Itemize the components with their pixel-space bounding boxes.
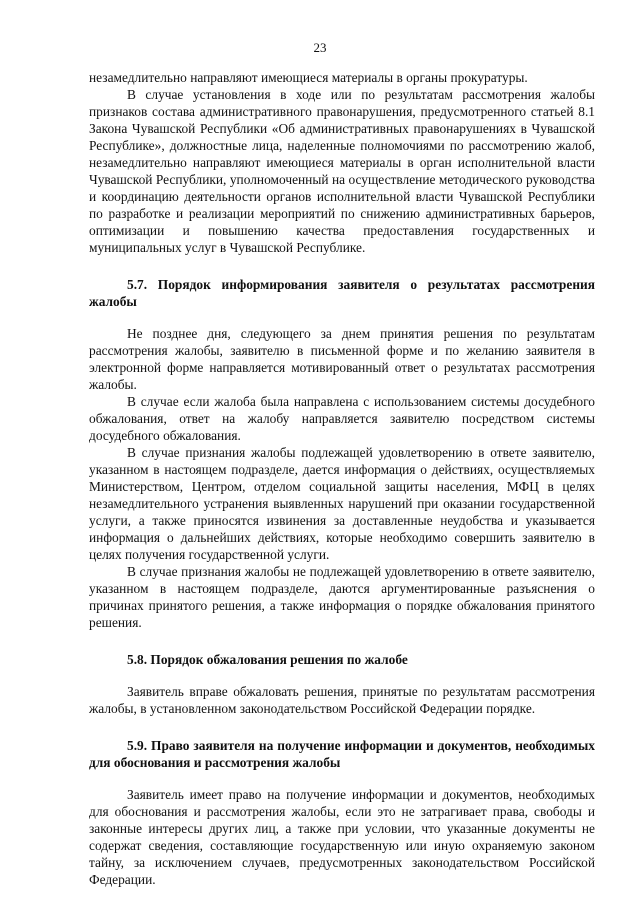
section-heading-5-7: 5.7. Порядок информирования заявителя о результатах рассмотрения жалобы bbox=[89, 277, 595, 309]
paragraph-pretrial-system: В случае если жалоба была направлена с использованием системы досудебного обжалования, ответ на жалобу направляется заявителю посредством системы досудебного обжалования. bbox=[89, 394, 595, 443]
page-number: 23 bbox=[313, 40, 327, 55]
paragraph-continuation: незамедлительно направляют имеющиеся материалы в органы прокуратуры. bbox=[89, 70, 528, 85]
document-body bbox=[89, 69, 595, 888]
paragraph-complaint-rejected: В случае признания жалобы не подлежащей удовлетворению в ответе заявителю, указанном в настоящем подразделе, даются аргументированные разъяснения о причинах принятого решения, а также информация о порядке обжалования принятого решения. bbox=[89, 564, 595, 630]
paragraph-response-deadline: Не позднее дня, следующего за днем принятия решения по результатам рассмотрения жалобы, заявителю в письменной форме и по желанию заявителя в электронной форме направляется мотивированный ответ о результатах рассмотрения жалобы. bbox=[89, 326, 595, 392]
paragraph-administrative-offense: В случае установления в ходе или по результатам рассмотрения жалобы признаков состава административного правонарушения, предусмотренного статьей 8.1 Закона Чувашской Республики «Об административных правонарушениях в Чувашской Республике», должностные лица, наделенные полномочиями по рассмотрению жалоб, незамедлительно направляют имеющиеся материалы в орган исполнительной власти Чувашской Республики, уполномоченный на осуществление методического руководства и координацию деятельности органов исполнительной власти Чувашской Республики по разработке и реализации мероприятий по снижению административных барьеров, оптимизации и повышению качества предоставления государственных и муниципальных услуг в Чувашской Республике. bbox=[89, 87, 595, 255]
section-heading-5-8: 5.8. Порядок обжалования решения по жалобе bbox=[127, 652, 408, 667]
section-heading-5-9: 5.9. Право заявителя на получение информации и документов, необходимых для обоснования и рассмотрения жалобы bbox=[89, 738, 595, 770]
paragraph-information-right: Заявитель имеет право на получение информации и документов, необходимых для обоснования и рассмотрения жалобы, если это не затрагивает права, свободы и законные интересы других лиц, а также при условии, что указанные документы не содержат сведения, составляющие государственную или иную охраняемую законом тайну, за исключением случаев, предусмотренных законодательством Российской Федерации. bbox=[89, 787, 595, 887]
paragraph-complaint-satisfied: В случае признания жалобы подлежащей удовлетворению в ответе заявителю, указанном в настоящем подразделе, дается информация о действиях, осуществляемых Министерством, Центром, отделом социальной защиты населения, МФЦ в целях незамедлительного устранения выявленных нарушений при оказании государственной услуги, а также приносятся извинения за доставленные неудобства и указывается информация о дальнейших действиях, которые необходимо совершить заявителю в целях получения государственной услуги. bbox=[89, 445, 595, 562]
paragraph-appeal-right: Заявитель вправе обжаловать решения, принятые по результатам рассмотрения жалобы, в установленном законодательством Российской Федерации порядке. bbox=[89, 684, 595, 716]
